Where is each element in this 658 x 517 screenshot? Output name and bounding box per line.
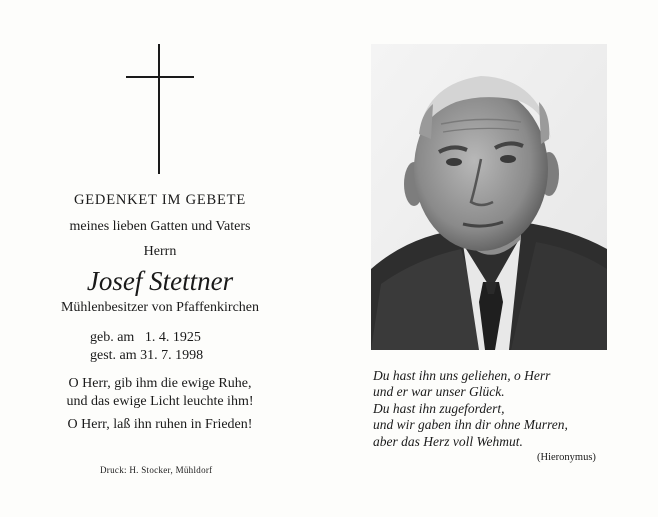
poem-line-5: aber das Herz voll Wehmut. — [373, 433, 523, 449]
card-heading: GEDENKET IM GEBETE — [74, 192, 246, 208]
cross-icon — [126, 44, 194, 174]
occupation: Mühlenbesitzer von Pfaffenkirchen — [60, 300, 259, 315]
birth-label: geb. am — [90, 330, 135, 345]
prayer-line-1: O Herr, gib ihm die ewige Ruhe, — [68, 376, 252, 391]
death-label: gest. am — [90, 348, 137, 363]
poem-line-3: Du hast ihn zugefordert, — [373, 400, 505, 416]
death-date: 31. 7. 1998 — [140, 348, 204, 363]
poem-source: (Hieronymus) — [537, 452, 596, 463]
life-dates — [90, 329, 203, 365]
birth-date-row — [90, 329, 203, 347]
intro-line: meines lieben Gatten und Vaters — [69, 219, 251, 234]
printer-credit: Druck: H. Stocker, Mühldorf — [100, 465, 213, 475]
portrait-image — [371, 44, 607, 350]
deceased-name: Josef Stettner — [86, 266, 234, 296]
prayer — [35, 375, 285, 411]
prayer-line-2: und das ewige Licht leuchte ihm! — [66, 394, 254, 409]
portrait-photo — [371, 44, 607, 350]
poem-line-2: und er war unser Glück. — [373, 384, 505, 400]
poem-line-1: Du hast ihn uns geliehen, o Herr — [373, 368, 551, 383]
poem — [373, 368, 568, 450]
poem-line-4: und wir gaben ihn dir ohne Murren, — [373, 417, 568, 433]
death-date-row — [90, 347, 203, 365]
prayer-line-3: O Herr, laß ihn ruhen in Frieden! — [67, 417, 253, 432]
birth-date: 1. 4. 1925 — [144, 330, 201, 345]
salutation: Herrn — [143, 244, 177, 259]
